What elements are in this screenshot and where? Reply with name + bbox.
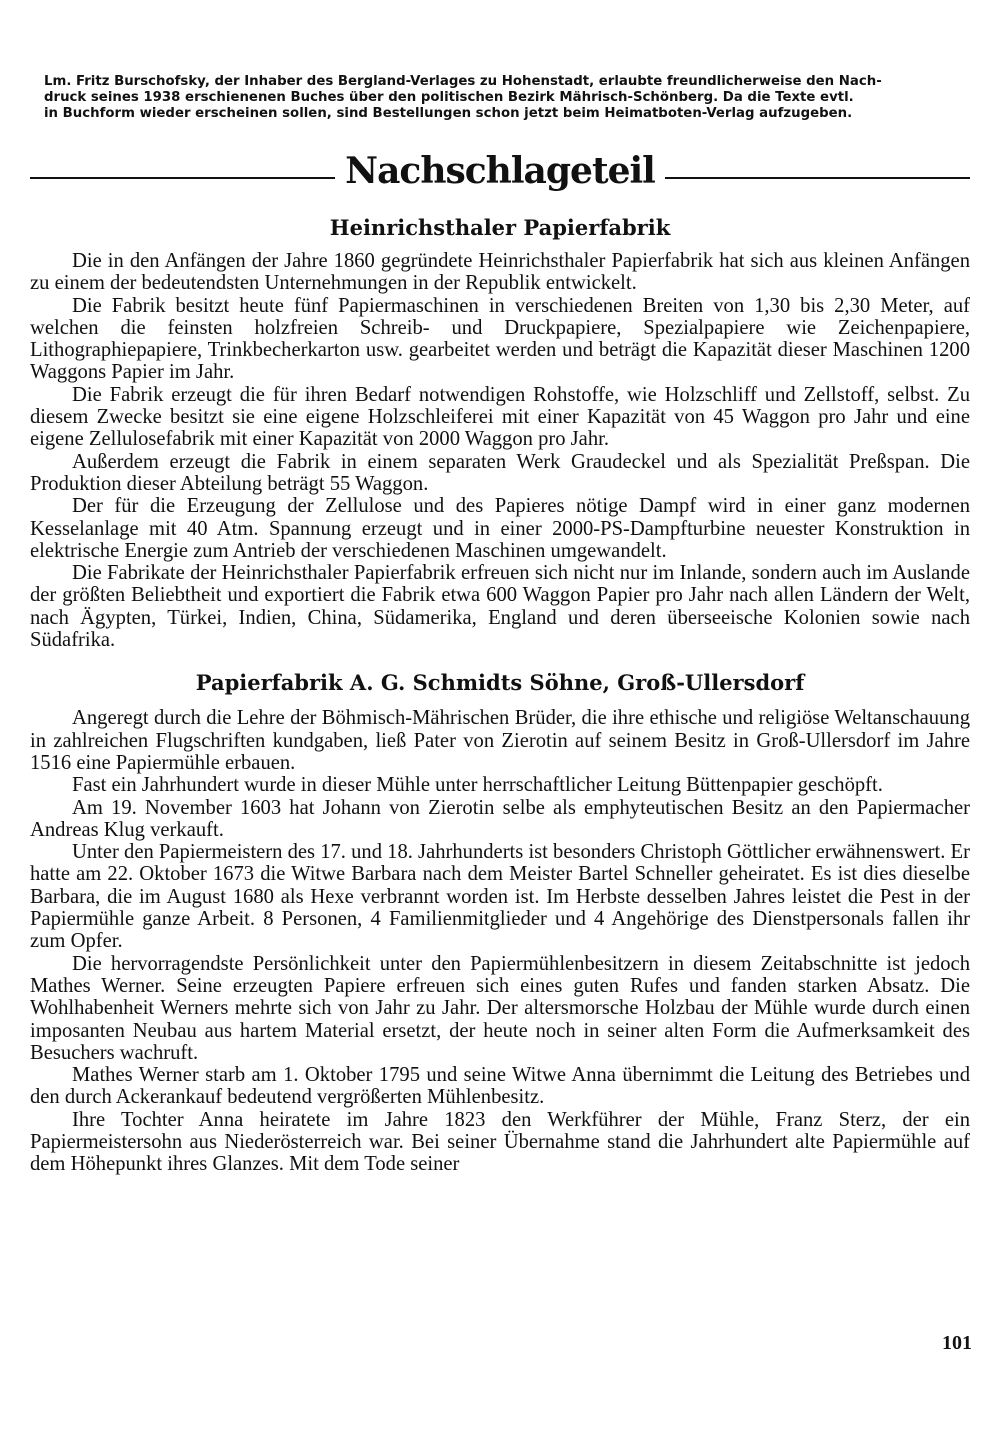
- paragraph: Die Fabrik erzeugt die für ihren Bedarf notwendigen Rohstoffe, wie Holzschliff und Zellstoff, selbst. Zu diesem Zwecke besitzt sie eine eigene Holzschleiferei mit einer Kapazität von 45 Waggon pro Jahr und eine eigene Zellulosefabrik mit einer Kapazität von 2000 Waggon pro Jahr.: [30, 383, 970, 451]
- paragraph: Der für die Erzeugung der Zellulose und des Papieres nötige Dampf wird in einer ganz modernen Kesselanlage mit 40 Atm. Spannung erzeugt und in einer 2000-PS-Dampfturbine neuester Konstruktion in elektrische Energie zum Antrieb der verschiedenen Maschinen umgewandelt.: [30, 495, 970, 562]
- left-rule: [30, 177, 335, 179]
- article-body: [30, 250, 970, 651]
- publisher-note: [44, 74, 970, 122]
- paragraph: Die Fabrik besitzt heute fünf Papiermaschinen in verschiedenen Breiten von 1,30 bis 2,30 Meter, auf welchen die feinsten holzfreien Schreib- und Druckpapiere, Spezialpapiere wie Zeichenpapiere, Lithographiepapiere, Trinkbecherkarton usw. gearbeitet werden und beträgt die Kapazität dieser Maschinen 1200 Waggons Papier im Jahr.: [30, 294, 970, 384]
- page-number: 101: [942, 1332, 972, 1354]
- paragraph: Angeregt durch die Lehre der Böhmisch-Mährischen Brüder, die ihre ethische und religiöse Weltanschauung in zahlreichen Flugschriften kundgaben, ließ Pater von Zierotin auf seinem Besitz in Groß-Ullersdorf im Jahre 1516 eine Papiermühle erbauen.: [30, 707, 970, 774]
- section-title: Nachschlageteil: [345, 150, 655, 192]
- article-body: [30, 707, 970, 1175]
- paragraph: Mathes Werner starb am 1. Oktober 1795 und seine Witwe Anna übernimmt die Leitung des Betriebes und den durch Ackerankauf bedeutend vergrößerten Mühlenbesitz.: [30, 1064, 970, 1109]
- paragraph: Die Fabrikate der Heinrichsthaler Papierfabrik erfreuen sich nicht nur im Inlande, sondern auch im Auslande der größten Beliebtheit und exportiert die Fabrik etwa 600 Waggon Papier pro Jahr nach allen Ländern der Welt, nach Ägypten, Türkei, Indien, China, Südamerika, England und deren überseeische Kolonien sowie nach Südafrika.: [30, 562, 970, 652]
- paragraph: Am 19. November 1603 hat Johann von Zierotin selbe als emphyteutischen Besitz an den Papiermacher Andreas Klug verkauft.: [30, 796, 970, 841]
- section-header: [30, 144, 970, 198]
- right-rule: [665, 177, 970, 179]
- publisher-note-line: in Buchform wieder erscheinen sollen, sind Bestellungen schon jetzt beim Heimatboten-Verlag aufzugeben.: [44, 106, 853, 121]
- publisher-note-line: druck seines 1938 erschienenen Buches über den politischen Bezirk Mährisch-Schönberg. Da die Texte evtl.: [44, 90, 854, 105]
- paragraph: Außerdem erzeugt die Fabrik in einem separaten Werk Graudeckel und als Spezialität Preßspan. Die Produktion dieser Abteilung beträgt 55 Waggon.: [30, 450, 970, 495]
- paragraph: Ihre Tochter Anna heiratete im Jahre 1823 den Werkführer der Mühle, Franz Sterz, der ein Papiermeistersohn aus Niederösterreich war. Bei seiner Übernahme stand die Jahrhundert alte Papiermühle auf dem Höhepunkt ihres Glanzes. Mit dem Tode seiner: [30, 1108, 970, 1176]
- article-heading: Papierfabrik A. G. Schmidts Söhne, Groß-Ullersdorf: [195, 670, 805, 696]
- document-page: [30, 74, 970, 1176]
- publisher-note-line: Lm. Fritz Burschofsky, der Inhaber des Bergland-Verlages zu Hohenstadt, erlaubte freundlicherweise den Nach-: [44, 74, 882, 89]
- paragraph: Die hervorragendste Persönlichkeit unter den Papiermühlenbesitzern in diesem Zeitabschnitte ist jedoch Mathes Werner. Seine erzeugten Papiere erfreuen sich eines guten Rufes und fanden starken Absatz. Die Wohlhabenheit Werners mehrte sich von Jahr zu Jahr. Der altersmorsche Holzbau der Mühle wurde durch einen imposanten Neubau aus hartem Material ersetzt, der heute noch in seiner alten Form die Aufmerksamkeit des Besuchers wachruft.: [30, 952, 970, 1064]
- paragraph: Fast ein Jahrhundert wurde in dieser Mühle unter herrschaftlicher Leitung Büttenpapier geschöpft.: [72, 774, 883, 797]
- article-heading: Heinrichsthaler Papierfabrik: [329, 215, 671, 240]
- paragraph: Unter den Papiermeistern des 17. und 18. Jahrhunderts ist besonders Christoph Göttlicher erwähnenswert. Er hatte am 22. Oktober 1673 die Witwe Barbara nach dem Meister Bartel Schneller geheiratet. Es ist dies dieselbe Barbara, die im August 1680 als Hexe verbrannt worden ist. Im Herbste desselben Jahres leistet die Pest in der Papiermühle ganze Arbeit. 8 Personen, 4 Familienmitglieder und 4 Angehörige des Dienstpersonals fallen ihr zum Opfer.: [30, 841, 970, 953]
- paragraph: Die in den Anfängen der Jahre 1860 gegründete Heinrichsthaler Papierfabrik hat sich aus kleinen Anfängen zu einem der bedeutendsten Unternehmungen in der Republik entwickelt.: [30, 250, 970, 295]
